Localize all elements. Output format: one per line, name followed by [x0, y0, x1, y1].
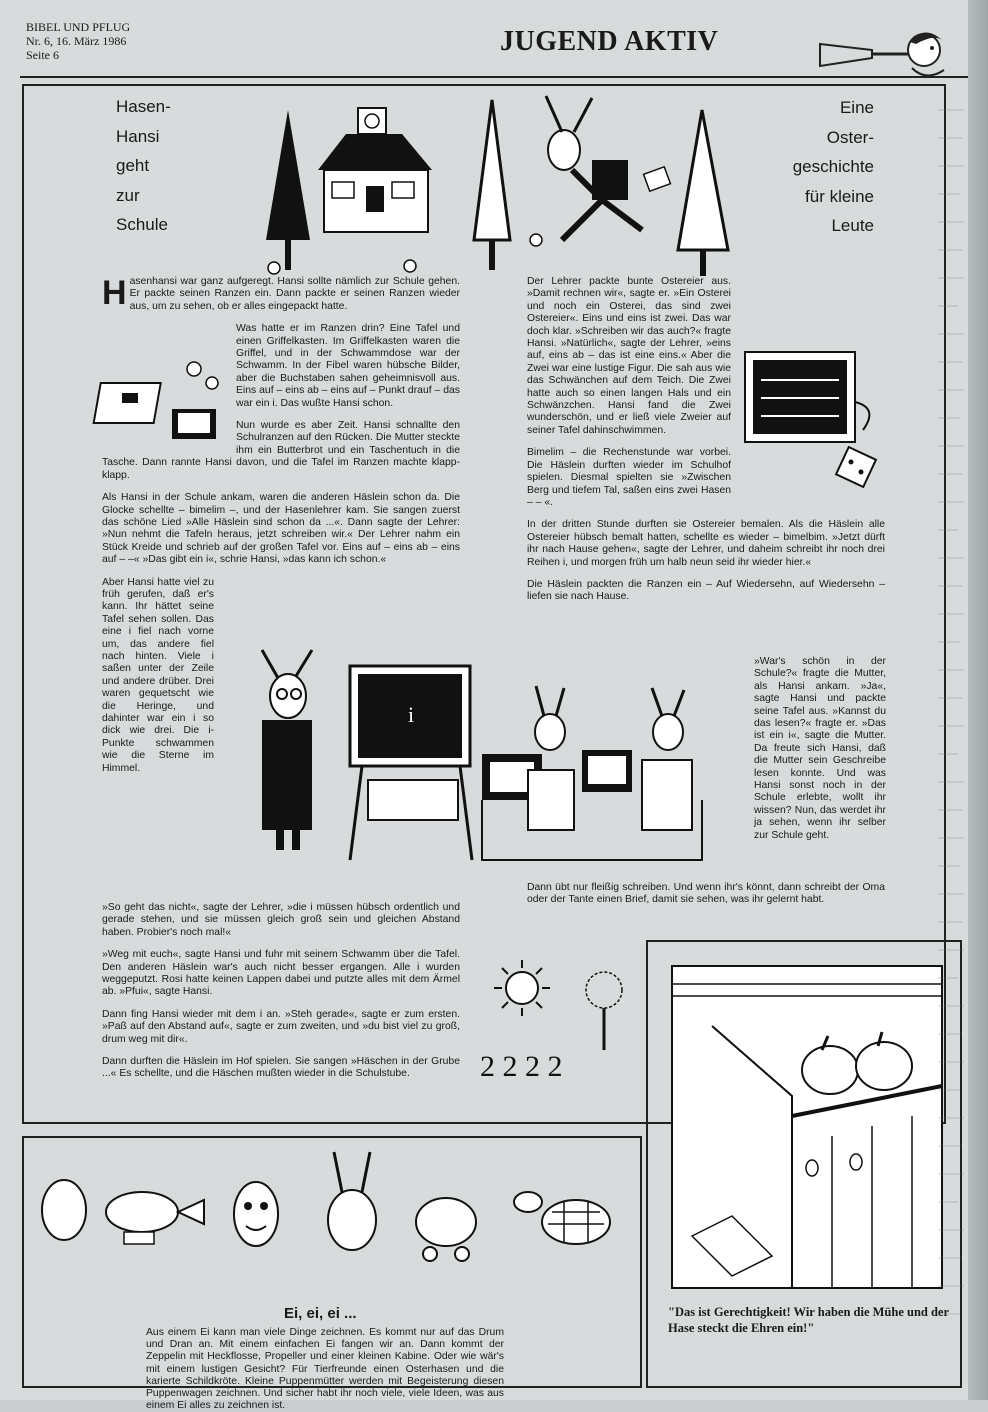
headline-right-line: Eine — [839, 98, 874, 117]
masthead — [26, 20, 130, 62]
story-paragraph: »So geht das nicht«, sagte der Lehrer, »die i müssen hübsch ordentlich und gerade stehen, und sie müssen gleich groß sein und gleichen Abstand haben. Probier's noch mal!« — [102, 902, 460, 938]
masthead-issue-date: Nr. 6, 16. März 1986 — [26, 34, 127, 48]
egg-drawings-illustration — [34, 1150, 634, 1300]
story-right-column — [527, 276, 885, 614]
headline-left-line: Hasen- — [116, 97, 171, 116]
story-paragraph: Nun wurde es aber Zeit. Hansi schnallte den Schulranzen auf den Rücken. Die Mutter steckte ihm ein Butterbrot und ein Taschentuch in die Tasche. Dann rannte Hansi davon, und die Tafel im Ranzen machte klapp-klapp. — [102, 420, 460, 481]
trumpet-child-logo — [812, 20, 962, 76]
headline-right-line: Leute — [831, 216, 874, 235]
header-rule — [20, 76, 968, 78]
story-paragraph: Dann fing Hansi wieder mit dem i an. »Steh gerade«, sagte er zum ersten. »Paß auf den Abstand auf«, sagte er zum zweiten, und »du bist viel zu groß, drum weg mit dir«. — [102, 1008, 460, 1045]
section-title: JUGEND AKTIV — [500, 26, 719, 57]
story-left-column-lower — [102, 902, 460, 1091]
page-gutter-shadow — [968, 0, 988, 1400]
story-headline-left — [116, 92, 171, 240]
slate-board-illustration — [739, 348, 885, 496]
story-paragraph: Hasenhansi war ganz aufgeregt. Hansi sollte nämlich zur Schule gehen. Er packte seinen Ranzen ein. Dann packte er seinen Ranzen wieder aus, um zu sehen, ob er alles eingepackt hatte. — [102, 274, 460, 312]
story-paragraph: »War's schön in der Schule?« fragte die Mutter, als Hansi ankam. »Ja«, sagte Hansi und packte seine Tafel aus. »Kannst du das lesen?« fragte er. »Das ist ein i«, sagte die Mutter. Da freute sich Hansi, daß die Mutter sein Geschreibe lesen konnte. Und was Hansi sonst noch in der Schule erlebte, wollt ihr wissen? Nun, das werdet ihr ja sehen, wenn ihr selber zur Schule geht. — [754, 656, 886, 841]
story-paragraph: Was hatte er im Ranzen drin? Eine Tafel und einen Griffelkasten. Im Griffelkasten waren die Griffel, und in der Schwammdose war der Schwamm. In der Fibel waren hübsche Bilder, aber die Buchstaben sahen geheimnisvoll aus. Eins auf – eins ab – eins auf – Punkt drauf – das war ein i. Das wußte Hansi schon. — [102, 323, 460, 410]
cartoon-caption: "Das ist Gerechtigkeit! Wir haben die Mühe und der Hase steckt die Ehren ein!" — [668, 1305, 949, 1335]
story-paragraph: Aber Hansi hatte viel zu früh gerufen, daß er's kann. Ihr hättet seine Tafel sehen sollen. Das eine i fiel nach vorne um, das andere fiel nach hinten. Viele i saßen unter der Zeile und andere drüber. Drei waren gequetscht wie die Heringe, und dahinter war ein i so dick wie drei. Die i-Punkte schwammen wie die Sterne im Himmel. — [102, 576, 214, 774]
hen-house-cartoon — [672, 966, 942, 1288]
bleed-through-texture — [938, 90, 966, 1330]
story-paragraph: Dann durften die Häslein im Hof spielen. Sie sangen »Häschen in der Grube ...« Es schellte, und die Häschen mußten wieder in die Schulstube. — [102, 1056, 460, 1080]
masthead-page-number: Seite 6 — [26, 48, 59, 62]
story-right-column-final — [527, 882, 885, 907]
story-paragraph: Die Häslein packten die Ranzen ein – Auf Wiedersehn, auf Wiedersehn – liefen sie nach Hause. — [527, 578, 885, 603]
story-paragraph: »Weg mit euch«, sagte Hansi und fuhr mit seinem Schwamm über die Tafel. Den anderen Häslein war's auch nicht besser ergangen. Alle i wurden weggeputzt. Rosi hatte keinen Lappen dabei und putzte alles mit dem Ärmel ab. »Pfui«, sagte Hansi. — [102, 949, 460, 998]
headline-right-line: für kleine — [805, 186, 874, 206]
school-satchel-illustration — [102, 353, 230, 453]
story-paragraph: Bimelim – die Rechenstunde war vorbei. Die Häslein durften wieder im Schulhof spielen. Diesmal spielten sie »Zwischen Berg und tiefem Tal, saßen eins zwei Hasen – – «. — [527, 447, 731, 508]
headline-left-line: Schule — [116, 215, 168, 234]
headline-left-line: geht — [116, 156, 150, 175]
story-paragraph: In der dritten Stunde durften sie Ostereier bemalen. Als die Häslein alle Ostereier hübsch bemalt hatten, schellte es wieder – bimelbim. »Jetzt dürft ihr nach Hause gehen«, sagte der Lehrer, und daheim schreibt ihr noch drei Reihen i, und morgen früh um halb neun seid ihr wieder hier.« — [527, 519, 885, 568]
story-paragraph: Dann übt nur fleißig schreiben. Und wenn ihr's könnt, dann schreibt der Oma oder der Tante einen Brief, damit sie sehen, was ihr gelernt habt. — [527, 882, 885, 906]
headline-right-line: Oster- — [826, 127, 874, 147]
sun-and-swans-illustration — [474, 950, 638, 1082]
story-paragraph: Der Lehrer packte bunte Ostereier aus. »Damit rechnen wir«, sagte er. »Ein Osterei und noch ein Osterei, das sind zwei Ostereier«. Eins und eins ist zwei. Das war doch klar. »Schreiben wir das auch?« fragte Hansi. »Natürlich«, sagte der Lehrer, »eins auf, eins ab – das ist eine eins.« Aber die Zwei war eine lustige Figur. Die sah aus wie das Schwänchen auf dem Teich. Die Zwei hatte auch so einen langen Hals und ein Schwänzchen. Hansi fand die Zwei wunderschön, und er ließ viele Zweier auf seiner Tafel dahinschwimmen. — [527, 276, 885, 437]
swan-twos-text: 2 2 2 2 — [480, 1050, 563, 1083]
headline-right-line: geschichte — [792, 157, 874, 176]
headline-left-line: Hansi — [116, 126, 160, 146]
masthead-paper-name: BIBEL UND PFLUG — [26, 20, 131, 34]
ei-box-text: Aus einem Ei kann man viele Dinge zeichnen. Es kommt nur auf das Drum und Dran an. Mit einem einfachen Ei fangen wir an. Dann kommt der Zeppelin mit Heckflosse, Propeller und einer kleinen Kabine. Oder wie wär's mit einem lustigen Gesicht? Für Tierfreunde einen Osterhasen und die karierte Schildkröte. Kleine Puppenmütter werden mit Begeisterung diesen Puppenwagen zeichnen. Und sicher habt ihr noch viele, viele Ideen, was aus einem Ei alles zu zeichnen ist. — [146, 1327, 504, 1412]
story-right-narrow-column — [754, 656, 886, 842]
story-paragraph: Als Hansi in der Schule ankam, waren die anderen Häslein schon da. Die Glocke schellte – bimelim –, und der Hasenlehrer kam. Sie sangen zuerst das schöne Lied »Alle Häslein sind schon da ...«. Dann sagte der Lehrer: »Nun nehmt die Tafeln heraus, jetzt schreiben wir.« Der Lehrer nahm ein Stück Kreide und schrieb auf der großen Tafel vor. Eins auf – eins ab – eins auf – –« »Das gibt ein i«, schrie Hansi, »das kann ich schon.« — [102, 492, 460, 566]
ei-box-title: Ei, ei, ei ... — [284, 1305, 357, 1322]
svg-text:i: i — [408, 702, 415, 727]
dropcap-letter: H — [102, 274, 127, 312]
schoolhouse-illustration — [262, 90, 732, 280]
story-headline-right — [790, 93, 874, 241]
classroom-illustration — [232, 650, 720, 868]
headline-left-line: zur — [116, 185, 140, 205]
